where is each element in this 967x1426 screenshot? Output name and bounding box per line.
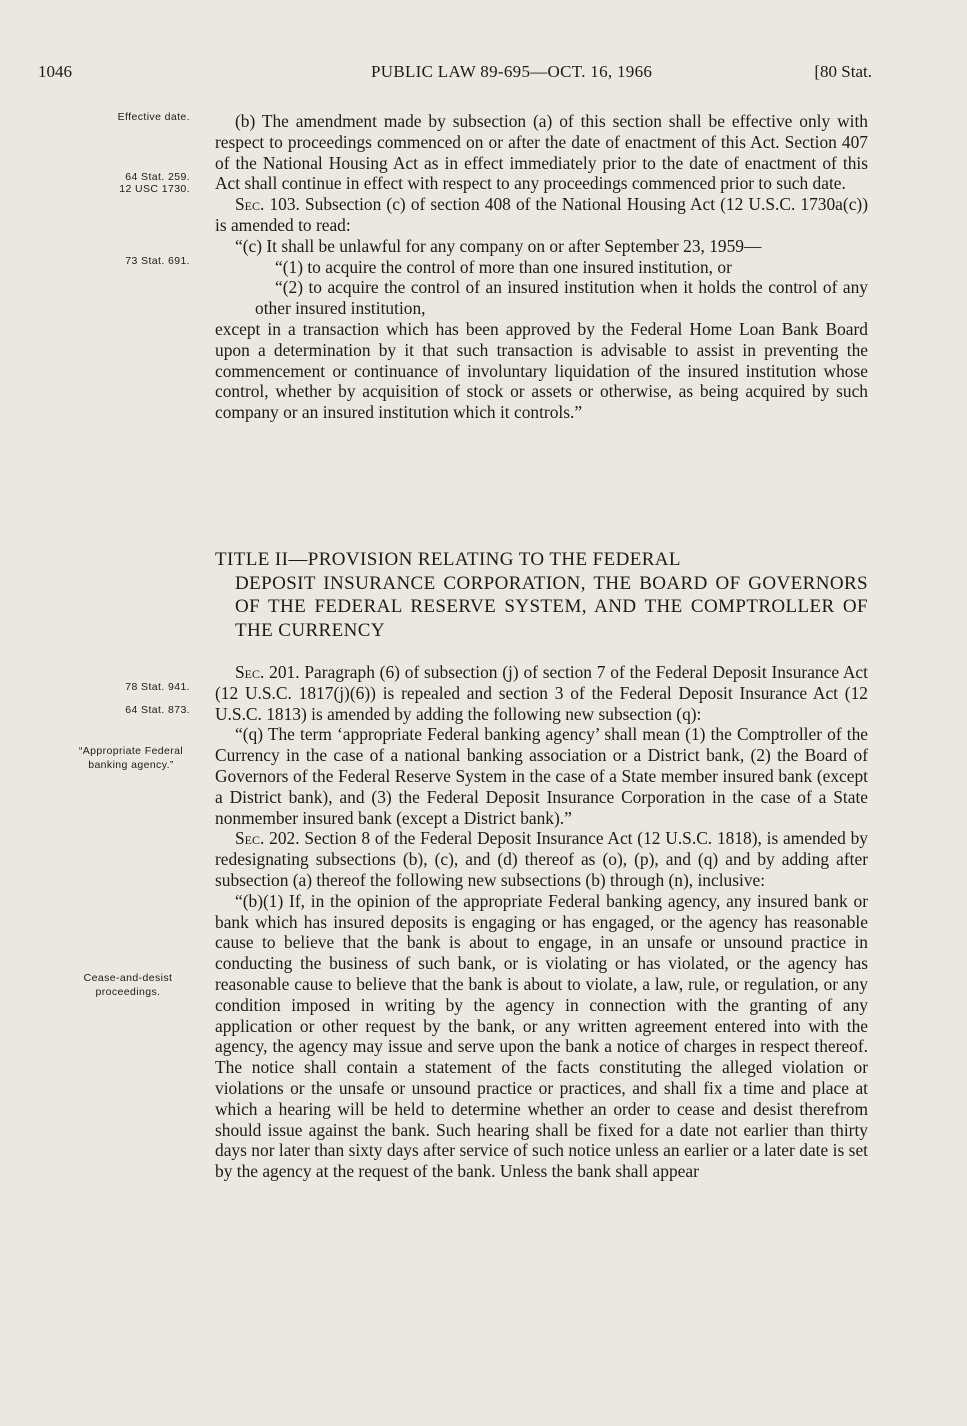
- page-number: 1046: [38, 62, 72, 81]
- item-1: “(1) to acquire the control of more than one insured institution, or: [275, 256, 732, 277]
- text-block-lower: [215, 662, 868, 1182]
- except-paragraph: except in a transaction which has been approved by the Federal Home Loan Bank Board upon a determination by it that such transaction is advisable to assist in preventing the commencement or continuance of involuntary liquidation of the insured institution whose control, whether by acquisition of stock or assets or otherwise, as being acquired by such company or an insured institution which it controls.”: [215, 318, 868, 423]
- section-103: [215, 194, 868, 236]
- margin-note-73-stat-691: 73 Stat. 691.: [125, 255, 190, 267]
- running-title: PUBLIC LAW 89-695—OCT. 16, 1966: [371, 62, 653, 81]
- section-202: [215, 828, 868, 890]
- section-202-text: Section 8 of the Federal Deposit Insurance Act (12 U.S.C. 1818), is amended by redesignating subsections (b), (c), and (d) thereof as (o), (p), and (q) and by adding after subsection (a) thereof the following new subsections (b) through (n), inclusive:: [215, 828, 868, 890]
- item-2: “(2) to acquire the control of an insured institution when it holds the control of any other insured institution,: [255, 277, 868, 319]
- section-202-label: Sec. 202.: [235, 828, 300, 849]
- stat-reference: [80 Stat.: [814, 62, 872, 81]
- title-heading-line1: TITLE II—PROVISION RELATING TO THE FEDERAL: [215, 549, 681, 570]
- section-103-label: Sec. 103.: [235, 194, 300, 215]
- margin-note-64-stat-873: 64 Stat. 873.: [125, 704, 190, 716]
- title-heading-rest: DEPOSIT INSURANCE CORPORATION, THE BOARD OF GOVERNORS OF THE FEDERAL RESERVE SYSTEM, AND THE COMPTROLLER OF THE CURRENCY: [235, 572, 868, 641]
- paragraph-q: “(q) The term ‘appropriate Federal banking agency’ shall mean (1) the Comptroller of the Currency in the case of a national banking association or a District bank, (2) the Board of Governors of the Federal Reserve System in the case of a State member insured bank (except a District bank), and (3) the Federal Deposit Insurance Corporation in the case of a State nonmember insured bank (except a District bank).”: [215, 724, 868, 828]
- margin-note-78-stat-941: 78 Stat. 941.: [125, 681, 190, 693]
- margin-note-cease-desist: Cease-and-desist proceedings.: [83, 972, 173, 998]
- paragraph-b: (b) The amendment made by subsection (a) of this section shall be effective only with respect to proceedings commenced on or after the date of enactment of this Act. Section 407 of the National Housing Act as in effect immediately prior to the date of enactment of this Act shall continue in effect with respect to any proceedings commenced prior to such date.: [215, 111, 868, 194]
- section-201: [215, 662, 868, 724]
- section-103-text: Subsection (c) of section 408 of the National Housing Act (12 U.S.C. 1730a(c)) is amended to read:: [215, 194, 868, 235]
- section-201-label: Sec. 201.: [235, 662, 300, 682]
- page-header: [38, 62, 872, 86]
- title-heading: [215, 548, 868, 642]
- text-block-upper: [215, 111, 868, 423]
- margin-note-64-stat-259: 64 Stat. 259.: [125, 171, 190, 183]
- margin-note-12-usc-1730: 12 USC 1730.: [119, 183, 190, 195]
- paragraph-c: “(c) It shall be unlawful for any company on or after September 23, 1959—: [235, 235, 762, 256]
- paragraph-b1: “(b)(1) If, in the opinion of the appropriate Federal banking agency, any insured bank or bank which has insured deposits is engaging or has engaged, or the agency has reasonable cause to believe that the bank is about to engage, in an unsafe or unsound practice in conducting the business of such bank, or is violating or has violated, or the agency has reasonable cause to believe that the bank is about to violate, a law, rule, or regulation, or any condition imposed in writing by the agency in connection with the granting of any application or other request by the bank, or any written agreement entered into with the agency, the agency may issue and serve upon the bank a notice of charges in respect thereof. The notice shall contain a statement of the facts constituting the alleged violation or violations or the unsafe or unsound practice or practices, and shall fix a time and place at which a hearing will be held to determine whether an order to cease and desist therefrom should issue against the bank. Such hearing shall be fixed for a date not earlier than thirty days nor later than sixty days after service of such notice unless an earlier or a later date is set by the agency at the request of the bank. Unless the bank shall appear: [215, 890, 868, 1182]
- margin-note-appropriate-agency: “Appropriate Federal banking agency.”: [78, 745, 184, 771]
- section-201-text: Paragraph (6) of subsection (j) of section 7 of the Federal Deposit Insurance Act (12 U.S.C. 1817(j)(6)) is repealed and section 3 of the Federal Deposit Insurance Act (12 U.S.C. 1813) is amended by adding the following new subsection (q):: [215, 662, 868, 724]
- margin-note-effective-date: Effective date.: [117, 111, 190, 123]
